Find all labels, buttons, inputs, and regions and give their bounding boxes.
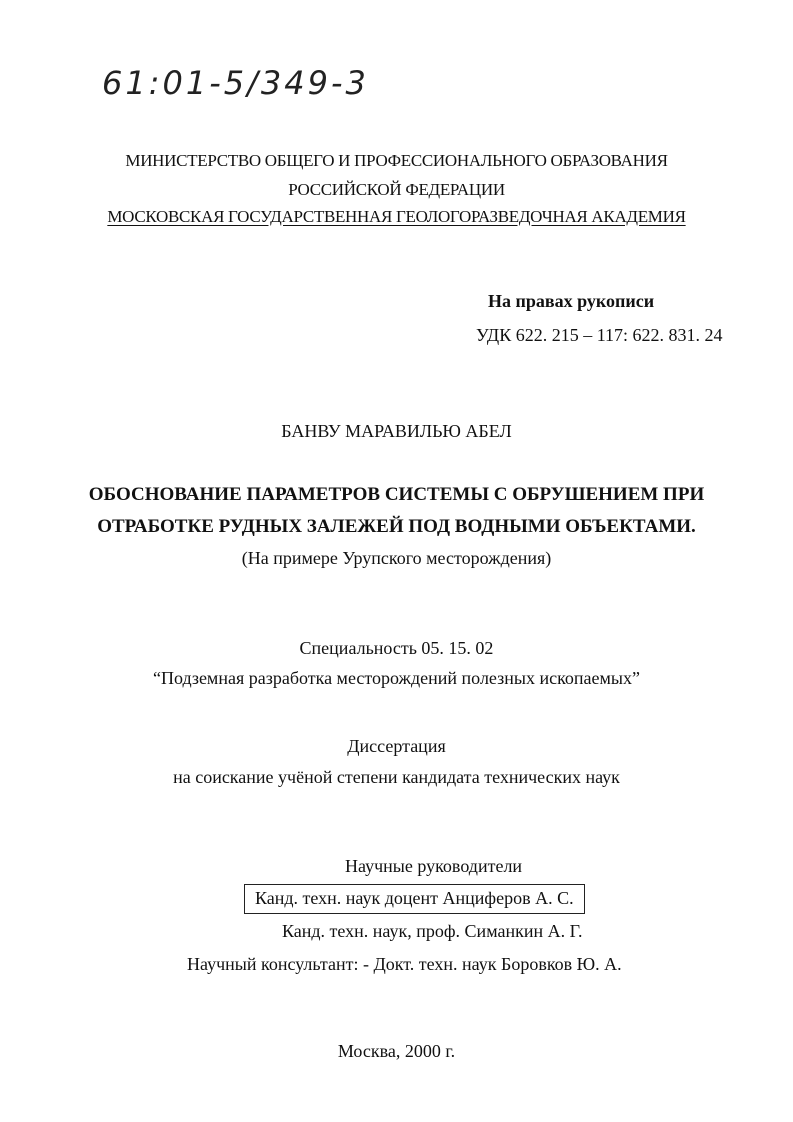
speciality-name: “Подземная разработка месторождений полезных ископаемых” (152, 668, 641, 688)
handwritten-catalog-code: 61:01-5/349-3 (102, 64, 369, 102)
advisor-2: Канд. техн. наук, проф. Симанкин А. Г. (282, 921, 583, 941)
title-subtitle: (На примере Урупского месторождения) (241, 548, 552, 568)
ministry-line-2: РОССИЙСКОЙ ФЕДЕРАЦИИ (288, 180, 505, 199)
dissertation-degree: на соискание учёной степени кандидата технических наук (173, 767, 620, 787)
advisors-label: Научные руководители (345, 856, 523, 876)
title-line-1: ОБОСНОВАНИЕ ПАРАМЕТРОВ СИСТЕМЫ С ОБРУШЕНИЕМ ПРИ (88, 484, 705, 505)
manuscript-rights-label: На правах рукописи (488, 291, 655, 311)
place-and-year: Москва, 2000 г. (337, 1041, 456, 1061)
speciality-label: Специальность 05. 15. 02 (299, 638, 494, 658)
scientific-consultant: Научный консультант: - Докт. техн. наук Боровков Ю. А. (187, 954, 622, 974)
title-line-2: ОТРАБОТКЕ РУДНЫХ ЗАЛЕЖЕЙ ПОД ВОДНЫМИ ОБЪЕКТАМИ. (97, 516, 696, 537)
advisor-1-boxed: Канд. техн. наук доцент Анциферов А. С. (244, 884, 585, 914)
ministry-line-1: МИНИСТЕРСТВО ОБЩЕГО И ПРОФЕССИОНАЛЬНОГО ОБРАЗОВАНИЯ (125, 151, 668, 170)
dissertation-label: Диссертация (347, 736, 446, 756)
academy-name: МОСКОВСКАЯ ГОСУДАРСТВЕННАЯ ГЕОЛОГОРАЗВЕДОЧНАЯ АКАДЕМИЯ (107, 207, 686, 226)
udk-code: УДК 622. 215 – 117: 622. 831. 24 (476, 325, 723, 345)
author-name: БАНВУ МАРАВИЛЬЮ АБЕЛ (281, 421, 512, 441)
